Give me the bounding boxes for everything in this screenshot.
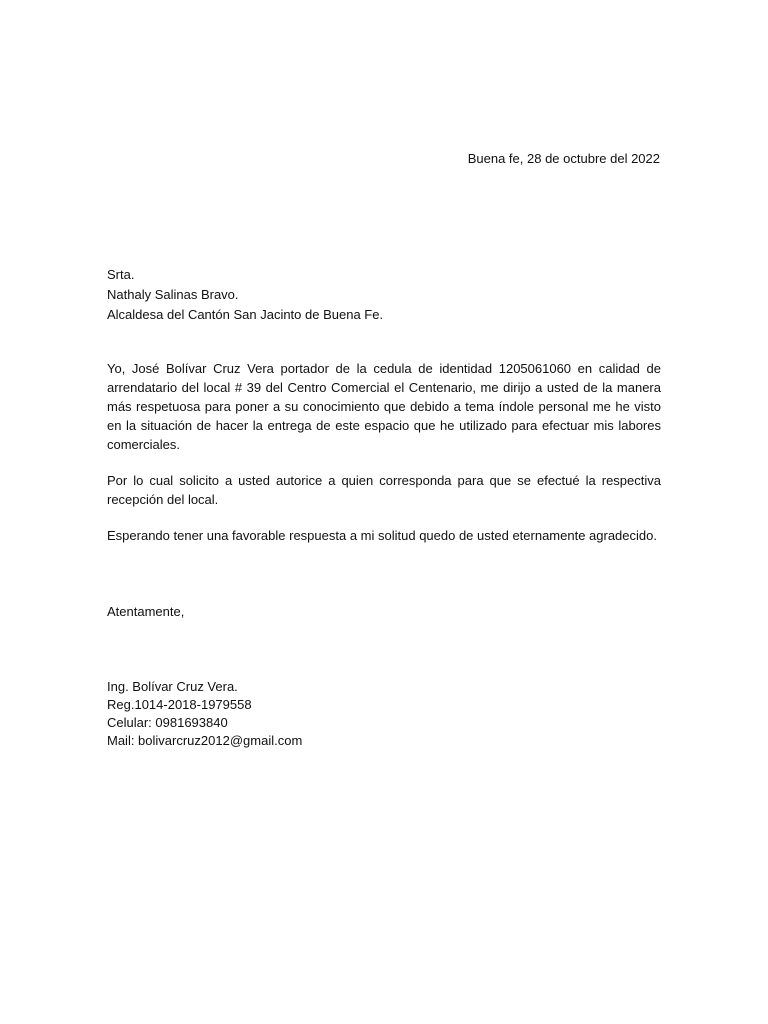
signature-email: Mail: bolivarcruz2012@gmail.com [107,733,303,748]
letter-closing: Atentamente, [107,604,185,619]
signature-registration: Reg.1014-2018-1979558 [107,697,252,712]
recipient-salutation: Srta. [107,267,135,282]
letter-body [107,359,661,562]
recipient-block [107,265,383,325]
body-paragraph-1: Yo, José Bolívar Cruz Vera portador de la cedula de identidad 1205061060 en calidad de arrendatario del local # 39 del Centro Comercial el Centenario, me dirijo a usted de la manera más respetuosa para poner a su conocimiento que debido a tema índole personal me he visto en la situación de hacer la entrega de este espacio que he utilizado para efectuar mis labores comerciales. [107,361,661,452]
recipient-name: Nathaly Salinas Bravo. [107,287,239,302]
letter-date: Buena fe, 28 de octubre del 2022 [467,151,660,166]
signature-block [107,678,302,750]
body-paragraph-2: Por lo cual solicito a usted autorice a quien corresponda para que se efectué la respectiva recepción del local. [107,473,661,507]
signature-phone: Celular: 0981693840 [107,715,228,730]
recipient-position: Alcaldesa del Cantón San Jacinto de Buena Fe. [107,307,384,322]
body-paragraph-3: Esperando tener una favorable respuesta a mi solitud quedo de usted eternamente agradecido. [107,528,657,543]
signature-name: Ing. Bolívar Cruz Vera. [107,679,238,694]
